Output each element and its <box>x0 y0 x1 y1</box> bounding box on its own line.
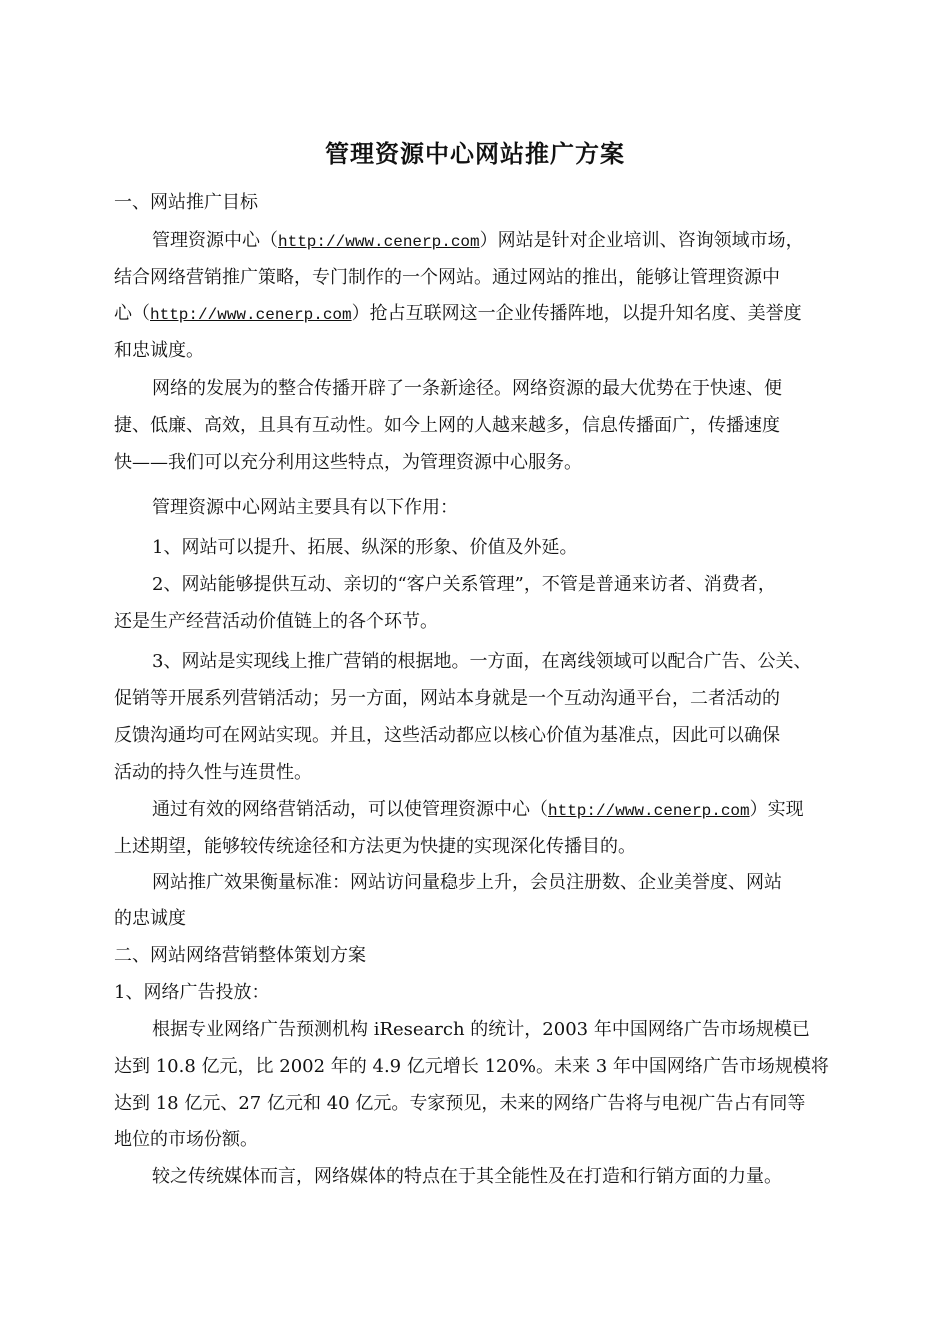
website-link[interactable]: http://www.cenerp.com <box>278 233 480 251</box>
paragraph-line: 的忠诚度 <box>114 908 186 929</box>
text-span: ）抢占互联网这一企业传播阵地，以提升知名度、美誉度 <box>351 303 802 324</box>
paragraph-line: 达到 18 亿元、27 亿元和 40 亿元。专家预见，未来的网络广告将与电视广告占有同等 <box>114 1093 806 1114</box>
paragraph-line: 结合网络营销推广策略，专门制作的一个网站。通过网站的推出，能够让管理资源中 <box>114 267 780 288</box>
text-span: ）实现 <box>749 799 804 820</box>
list-item: 1、网站可以提升、拓展、纵深的形象、价值及外延。 <box>152 537 578 558</box>
paragraph-line: 和忠诚度。 <box>114 340 204 361</box>
paragraph-line: 上述期望，能够较传统途径和方法更为快捷的实现深化传播目的。 <box>114 836 636 857</box>
paragraph-line <box>152 799 804 822</box>
list-item: 3、网站是实现线上推广营销的根据地。一方面，在离线领域可以配合广告、公关、 <box>152 651 812 672</box>
paragraph-line: 捷、低廉、高效，且具有互动性。如今上网的人越来越多，信息传播面广，传播速度 <box>114 415 780 436</box>
text-span: 管理资源中心（ <box>152 230 278 251</box>
website-link[interactable]: http://www.cenerp.com <box>548 802 750 820</box>
paragraph-line: 活动的持久性与连贯性。 <box>114 762 312 783</box>
text-span: 通过有效的网络营销活动，可以使管理资源中心（ <box>152 799 548 820</box>
section-heading-2: 二、网站网络营销整体策划方案 <box>114 945 366 966</box>
text-span: 心（ <box>114 303 150 324</box>
paragraph-line: 促销等开展系列营销活动；另一方面，网站本身就是一个互动沟通平台，二者活动的 <box>114 688 780 709</box>
text-span: ）网站是针对企业培训、咨询领域市场， <box>479 230 804 251</box>
paragraph-line: 快——我们可以充分利用这些特点，为管理资源中心服务。 <box>114 452 582 473</box>
paragraph-line: 反馈沟通均可在网站实现。并且，这些活动都应以核心价值为基准点，因此可以确保 <box>114 725 780 746</box>
section-heading-1: 一、网站推广目标 <box>114 192 258 213</box>
paragraph-line: 根据专业网络广告预测机构 iResearch 的统计，2003 年中国网络广告市场规模已 <box>152 1019 810 1040</box>
paragraph-line: 较之传统媒体而言，网络媒体的特点在于其全能性及在打造和行销方面的力量。 <box>152 1166 782 1187</box>
paragraph-line <box>152 230 804 253</box>
list-item: 2、网站能够提供互动、亲切的“客户关系管理”，不管是普通来访者、消费者， <box>152 574 776 595</box>
document-title: 管理资源中心网站推广方案 <box>325 139 625 168</box>
paragraph-line: 地位的市场份额。 <box>114 1129 258 1150</box>
subsection-heading: 1、网络广告投放： <box>114 982 270 1003</box>
website-link[interactable]: http://www.cenerp.com <box>150 306 352 324</box>
paragraph-line: 管理资源中心网站主要具有以下作用： <box>152 497 458 518</box>
paragraph-line: 还是生产经营活动价值链上的各个环节。 <box>114 611 438 632</box>
paragraph-line: 网站推广效果衡量标准：网站访问量稳步上升，会员注册数、企业美誉度、网站 <box>152 872 782 893</box>
paragraph-line <box>114 303 802 326</box>
paragraph-line: 达到 10.8 亿元，比 2002 年的 4.9 亿元增长 120%。未来 3 年中国网络广告市场规模将 <box>114 1056 829 1077</box>
paragraph-line: 网络的发展为的整合传播开辟了一条新途径。网络资源的最大优势在于快速、便 <box>152 378 782 399</box>
